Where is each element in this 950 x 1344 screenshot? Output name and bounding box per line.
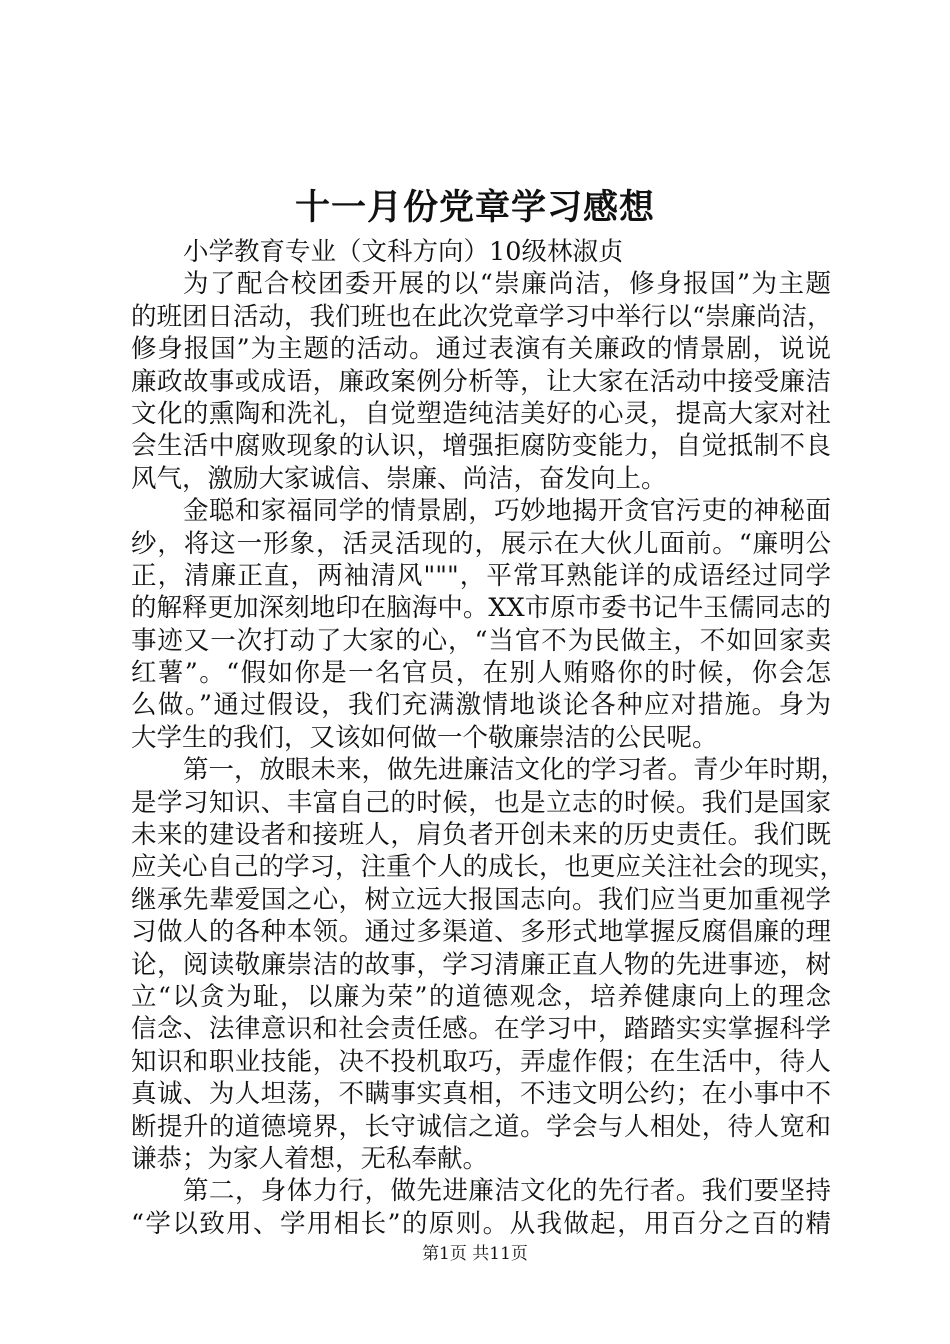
text-line: 应关心自己的学习，注重个人的成长，也更应关注社会的现实，: [131, 852, 846, 883]
text-line: “学以致用、学用相长”的原则。从我做起，用百分之百的精: [131, 1208, 831, 1239]
text-line: 知识和职业技能，决不投机取巧，弄虚作假；在生活中，待人: [131, 1046, 831, 1077]
page-title: 十一月份党章学习感想: [294, 187, 655, 228]
text-line: 信念、法律意识和社会责任感。在学习中，踏踏实实掌握科学: [131, 1014, 831, 1045]
text-line: 正，清廉正直，两袖清风"""，平常耳熟能详的成语经过同学: [131, 560, 831, 591]
text-line: 未来的建设者和接班人，肩负者开创未来的历史责任。我们既: [131, 820, 831, 851]
text-line: 廉政故事或成语，廉政案例分析等，让大家在活动中接受廉洁: [131, 366, 831, 397]
text-line: 纱，将这一形象，活灵活现的，展示在大伙儿面前。“廉明公: [131, 528, 831, 559]
text-line: 的班团日活动，我们班也在此次党章学习中举行以“崇廉尚洁，: [131, 301, 833, 332]
text-line: 的解释更加深刻地印在脑海中。XX市原市委书记牛玉儒同志的: [131, 593, 831, 624]
text-line: 断提升的道德境界，长守诚信之道。学会与人相处，待人宽和: [131, 1111, 831, 1142]
text-line: 为了配合校团委开展的以“崇廉尚洁，修身报国”为主题: [183, 269, 831, 300]
text-line: 小学教育专业（文科方向）10级林淑贞: [183, 237, 624, 267]
text-line: 事迹又一次打动了大家的心，“当官不为民做主，不如回家卖: [131, 625, 831, 656]
page-footer: 第1页 共11页: [422, 1244, 528, 1264]
text-line: 大学生的我们，又该如何做一个敬廉崇洁的公民呢。: [131, 722, 718, 753]
text-line: 第一，放眼未来，做先进廉洁文化的学习者。青少年时期，: [183, 755, 847, 786]
text-line: 红薯”。“假如你是一名官员，在别人贿赂你的时候，你会怎: [131, 658, 831, 689]
text-line: 习做人的各种本领。通过多渠道、多形式地掌握反腐倡廉的理: [131, 917, 831, 948]
text-line: 风气，激励大家诚信、崇廉、尚洁，奋发向上。: [131, 463, 667, 494]
text-line: 立“以贪为耻，以廉为荣”的道德观念，培养健康向上的理念: [131, 981, 831, 1012]
body-text: [131, 236, 847, 1240]
text-line: 会生活中腐败现象的认识，增强拒腐防变能力，自觉抵制不良: [131, 431, 831, 462]
text-line: 是学习知识、丰富自己的时候，也是立志的时候。我们是国家: [131, 787, 831, 818]
text-line: 金聪和家福同学的情景剧，巧妙地揭开贪官污吏的神秘面: [183, 496, 831, 527]
text-line: 真诚、为人坦荡，不瞒事实真相，不违文明公约；在小事中不: [131, 1079, 831, 1110]
text-line: 论，阅读敬廉崇洁的故事，学习清廉正直人物的先进事迹，树: [131, 949, 831, 980]
text-line: 么做。”通过假设，我们充满激情地谈论各种应对措施。身为: [131, 690, 831, 721]
text-line: 第二，身体力行，做先进廉洁文化的先行者。我们要坚持: [183, 1176, 831, 1207]
text-line: 继承先辈爱国之心，树立远大报国志向。我们应当更加重视学: [131, 884, 831, 915]
text-line: 修身报国”为主题的活动。通过表演有关廉政的情景剧，说说: [131, 334, 831, 365]
text-line: 谦恭；为家人着想，无私奉献。: [131, 1143, 489, 1174]
text-line: 文化的熏陶和洗礼，自觉塑造纯洁美好的心灵，提高大家对社: [131, 398, 831, 429]
